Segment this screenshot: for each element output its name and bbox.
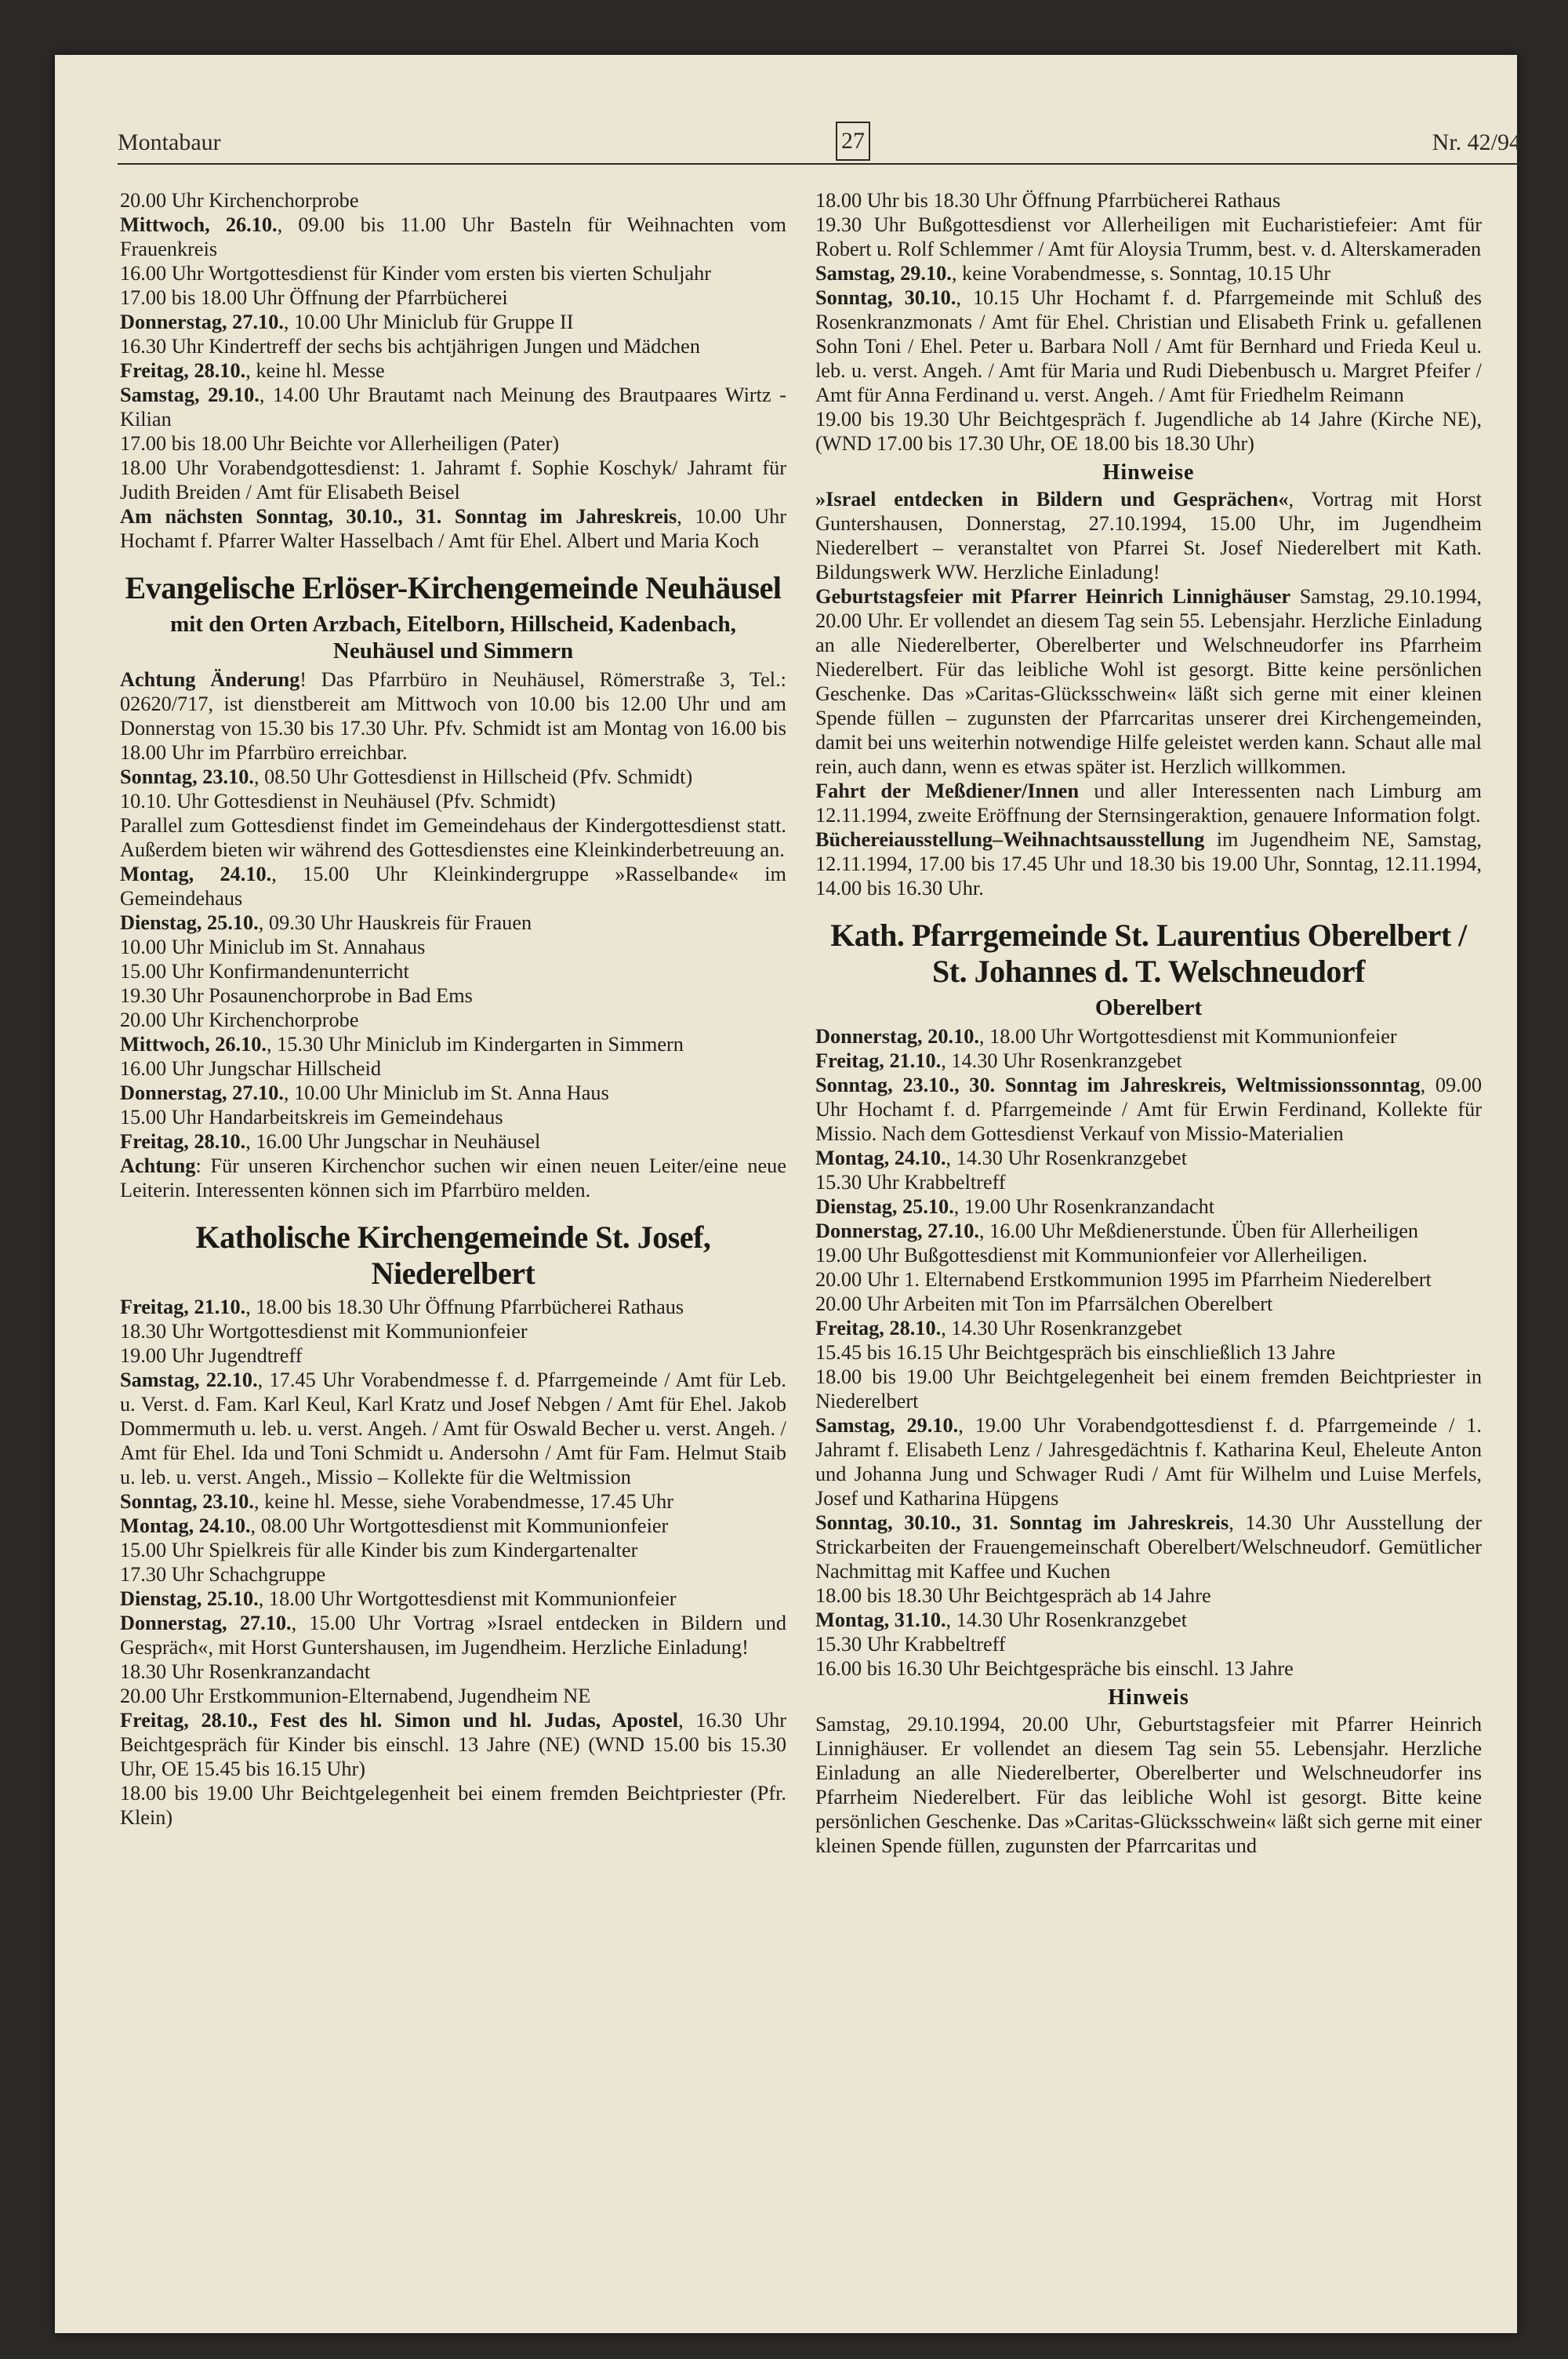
entry bbox=[120, 1008, 786, 1032]
entry-text: , 10.00 Uhr Miniclub im St. Anna Haus bbox=[283, 1081, 609, 1104]
entry-text: 15.00 Uhr Spielkreis für alle Kinder bis zum Kindergartenalter bbox=[120, 1539, 638, 1561]
entry bbox=[815, 407, 1482, 456]
entry bbox=[120, 1081, 786, 1105]
entry-text: 16.00 Uhr Wortgottesdienst für Kinder vom ersten bis vierten Schuljahr bbox=[120, 262, 712, 285]
entry bbox=[120, 188, 786, 213]
entry-text: 19.00 Uhr Jugendtreff bbox=[120, 1344, 303, 1367]
entry-text: 20.00 Uhr 1. Elternabend Erstkommunion 1995 im Pfarrheim Niederelbert bbox=[815, 1268, 1432, 1291]
entry bbox=[120, 1489, 786, 1514]
entry bbox=[815, 261, 1482, 285]
entry-text: , 18.00 Uhr Wortgottesdienst mit Kommunionfeier bbox=[978, 1025, 1397, 1048]
entry-date: Montag, 24.10. bbox=[120, 863, 272, 885]
entry bbox=[815, 1712, 1482, 1858]
entry bbox=[815, 213, 1482, 261]
entry-text: , keine hl. Messe bbox=[245, 359, 385, 382]
entry-text: , 14.30 Uhr Rosenkranzgebet bbox=[941, 1317, 1182, 1339]
entry bbox=[120, 431, 786, 456]
entry bbox=[120, 1105, 786, 1129]
entry bbox=[120, 935, 786, 959]
entry-date: Freitag, 28.10. bbox=[815, 1317, 942, 1339]
entry-text: ! Das Pfarrbüro in Neuhäusel, Römerstraße 3, Tel.: 02620/717, ist dienstbereit am Mittwoch von 10.00 bis 12.00 Uhr und am Donnerstag von 15.30 bis 17.30 Uhr. Pfv. Schmidt ist am Montag von 16.00 bis 18.00 Uhr im Pfarrbüro erreichbar. bbox=[120, 668, 786, 764]
entry bbox=[120, 1368, 786, 1489]
entry-text: 17.00 bis 18.00 Uhr Beichte vor Allerheiligen (Pater) bbox=[120, 432, 560, 455]
entry-list bbox=[815, 1712, 1482, 1858]
entry bbox=[120, 213, 786, 261]
page-number: 27 bbox=[836, 122, 870, 161]
entry bbox=[120, 667, 786, 765]
entry bbox=[815, 1583, 1482, 1608]
entry-date: Geburtstagsfeier mit Pfarrer Heinrich Linnighäuser bbox=[815, 585, 1291, 608]
entry bbox=[815, 487, 1482, 584]
entry bbox=[815, 1608, 1482, 1632]
entry bbox=[120, 789, 786, 813]
entry bbox=[120, 1154, 786, 1202]
entry-text: 16.00 Uhr Jungschar Hillscheid bbox=[120, 1057, 382, 1080]
entry-text: 16.30 Uhr Kindertreff der sechs bis achtjährigen Jungen und Mädchen bbox=[120, 335, 700, 358]
entry bbox=[815, 1073, 1482, 1146]
entry-date: Samstag, 29.10. bbox=[815, 1414, 959, 1437]
entry-date: Donnerstag, 27.10. bbox=[120, 311, 284, 333]
entry bbox=[120, 1295, 786, 1319]
entry bbox=[120, 1708, 786, 1781]
entry-text: , 14.30 Uhr Rosenkranzgebet bbox=[941, 1049, 1182, 1072]
entry-date: Donnerstag, 20.10. bbox=[815, 1025, 979, 1048]
entry-text: 20.00 Uhr Kirchenchorprobe bbox=[120, 189, 359, 212]
entry-date: Am nächsten Sonntag, 30.10., 31. Sonntag im Jahreskreis bbox=[120, 505, 677, 528]
entry-text: 10.10. Uhr Gottesdienst in Neuhäusel (Pfv. Schmidt) bbox=[120, 790, 556, 812]
entry-text: 16.00 bis 16.30 Uhr Beichtgespräche bis einschl. 13 Jahre bbox=[815, 1657, 1294, 1680]
entry-date: Freitag, 21.10. bbox=[815, 1049, 942, 1072]
entry-text: 15.30 Uhr Krabbeltreff bbox=[815, 1171, 1006, 1194]
issue-number: Nr. 42/94 bbox=[1432, 129, 1521, 155]
page-header bbox=[118, 94, 1537, 182]
entry-text: 19.00 bis 19.30 Uhr Beichtgespräch f. Jugendliche ab 14 Jahre (Kirche NE), (WND 17.00 bis 17.30 Uhr, OE 18.00 bis 18.30 Uhr) bbox=[815, 408, 1482, 455]
entry-list bbox=[120, 1295, 786, 1830]
entry-date: Fahrt der Meßdiener/Innen bbox=[815, 780, 1080, 802]
entry bbox=[815, 1632, 1482, 1656]
entry-text: , keine Vorabendmesse, s. Sonntag, 10.15 Uhr bbox=[951, 262, 1331, 285]
entry-date: Sonntag, 30.10., 31. Sonntag im Jahreskreis bbox=[815, 1511, 1229, 1534]
entry bbox=[120, 1781, 786, 1830]
entry-text: und aller Interessenten nach Limburg am 12.11.1994, zweite Eröffnung der Sternsingeraktion, genauere Information folgt. bbox=[815, 780, 1482, 827]
entry bbox=[120, 983, 786, 1008]
entry-date: Samstag, 22.10. bbox=[120, 1369, 258, 1391]
entry-date: Dienstag, 25.10. bbox=[120, 911, 259, 934]
entry bbox=[815, 779, 1482, 827]
entry-date: Dienstag, 25.10. bbox=[120, 1587, 259, 1610]
entry-date: Montag, 24.10. bbox=[815, 1147, 946, 1169]
entry-text: , 09.00 bis 11.00 Uhr Basteln für Weihnachten vom Frauenkreis bbox=[120, 213, 786, 260]
entry-text: , 15.00 Uhr Vortrag »Israel entdecken in Bildern und Gespräch«, mit Horst Guntershausen, im Jugendheim. Herzliche Einladung! bbox=[120, 1612, 786, 1659]
entry-text: : Für unseren Kirchenchor suchen wir einen neuen Leiter/eine neue Leiterin. Interessenten können sich im Pfarrbüro melden. bbox=[120, 1154, 786, 1201]
entry bbox=[815, 285, 1482, 407]
entry-text: , 17.45 Uhr Vorabendmesse f. d. Pfarrgemeinde / Amt für Leb. u. Verst. d. Fam. Karl Keul, Karl Kratz und Josef Nebgen / Amt für Ehel. Jakob Dommermuth u. leb. u. verst. Angeh. / Amt für Oswald Becher u. verst. Angeh. / Amt für Ehel. Ida und Toni Schmidt u. Andersohn / Amt für Fam. Helmut Staib u. leb. u. verst. Angeh., Missio – Kollekte für die Weltmission bbox=[120, 1369, 786, 1488]
entry-text: , 08.00 Uhr Wortgottesdienst mit Kommunionfeier bbox=[250, 1514, 669, 1537]
entry-text: 18.00 Uhr Vorabendgottesdienst: 1. Jahramt f. Sophie Koschyk/ Jahramt für Judith Breiden / Amt für Elisabeth Beisel bbox=[120, 456, 786, 503]
entry-text: 19.30 Uhr Posaunenchorprobe in Bad Ems bbox=[120, 984, 473, 1007]
entry-text: Samstag, 29.10.1994, 20.00 Uhr. Er vollendet an diesem Tag sein 55. Lebensjahr. Herzliche Einladung an alle Niederelberter, Oberelberter und Welschneudorfer ins Pfarrheim Niederelbert. Für das leibliche Wohl ist gesorgt. Bitte keine persönlichen Geschenke. Das »Caritas-Glücksschwein« läßt sich gerne mit einer kleinen Spende füllen – zugunsten der Pfarrcaritas unserer drei Kirchengemeinden, damit bei uns weiterhin notwendige Hilfe geleistet werden kann. Schaut alle mal rein, auch dann, wenn es etwas später ist. Herzlich willkommen. bbox=[815, 585, 1482, 778]
entry-text: , 14.30 Uhr Rosenkranzgebet bbox=[946, 1147, 1187, 1169]
entry-text: , 14.00 Uhr Brautamt nach Meinung des Brautpaares Wirtz - Kilian bbox=[120, 383, 786, 431]
section-title: Kath. Pfarrgemeinde St. Laurentius Oberelbert / St. Johannes d. T. Welschneudorf bbox=[830, 918, 1467, 989]
entry-text: , 10.00 Uhr Miniclub für Gruppe II bbox=[283, 311, 574, 333]
entry-date: Büchereiausstellung–Weihnachtsausstellung bbox=[815, 828, 1205, 851]
notice-heading: Hinweise bbox=[1102, 460, 1195, 485]
entry-text: 20.00 Uhr Arbeiten mit Ton im Pfarrsälchen Oberelbert bbox=[815, 1292, 1273, 1315]
entry bbox=[815, 1024, 1482, 1049]
entry bbox=[120, 1319, 786, 1343]
entry bbox=[815, 1146, 1482, 1170]
entry bbox=[815, 1219, 1482, 1243]
entry-text: 19.00 Uhr Bußgottesdienst mit Kommunionfeier vor Allerheiligen. bbox=[815, 1244, 1368, 1267]
entry bbox=[120, 1684, 786, 1708]
place-name: Montabaur bbox=[118, 129, 221, 155]
entry-text: , 16.00 Uhr Meßdienerstunde. Üben für Allerheiligen bbox=[978, 1219, 1419, 1242]
entry-text: , 19.00 Uhr Vorabendgottesdienst f. d. Pfarrgemeinde / 1. Jahramt f. Elisabeth Lenz / Jahresgedächtnis f. Katharina Keul, Eheleute Anton und Johanna Jung und Schwager Rudi / Amt für Wilhelm und Luise Merfels, Josef und Katharina Hüpgens bbox=[815, 1414, 1482, 1510]
entry-date: Freitag, 28.10., Fest des hl. Simon und hl. Judas, Apostel bbox=[120, 1709, 679, 1732]
section-title: Evangelische Erlöser-Kirchengemeinde Neuhäusel bbox=[125, 570, 782, 605]
entry bbox=[815, 1292, 1482, 1316]
entry-list bbox=[120, 188, 786, 553]
entry-date: Mittwoch, 26.10. bbox=[120, 1033, 267, 1056]
entry bbox=[120, 504, 786, 553]
entry bbox=[815, 1656, 1482, 1681]
entry-date: Samstag, 29.10. bbox=[815, 262, 952, 285]
entry bbox=[120, 1129, 786, 1154]
entry-text: , 18.00 bis 18.30 Uhr Öffnung Pfarrbücherei Rathaus bbox=[245, 1296, 684, 1318]
entry-text: Samstag, 29.10.1994, 20.00 Uhr, Geburtstagsfeier mit Pfarrer Heinrich Linnighäuser. Er vollendet an diesem Tag sein 55. Lebensjahr. Herzliche Einladung an alle Niederelberter, Oberelberter und Welschneudorfer ins Pfarrheim Niederelbert. Für das leibliche Wohl ist gesorgt. Bitte keine persönlichen Geschenke. Das »Caritas-Glücksschwein« läßt sich gerne mit einer kleinen Spende füllen, zugunsten der Pfarrcaritas und bbox=[815, 1713, 1482, 1857]
entry-text: , 15.00 Uhr Kleinkindergruppe »Rasselbande« im Gemeindehaus bbox=[120, 863, 786, 910]
entry-text: 18.00 bis 19.00 Uhr Beichtgelegenheit bei einem fremden Beichtpriester (Pfr. Klein) bbox=[120, 1782, 786, 1829]
entry-text: im Jugendheim NE, Samstag, 12.11.1994, 17.00 bis 17.45 Uhr und 18.30 bis 19.00 Uhr, Sonntag, 12.11.1994, 14.00 bis 16.30 Uhr. bbox=[815, 828, 1482, 900]
entry-date: »Israel entdecken in Bildern und Gesprächen« bbox=[815, 488, 1289, 511]
entry-text: , 09.30 Uhr Hauskreis für Frauen bbox=[258, 911, 532, 934]
entry-date: Montag, 31.10. bbox=[815, 1608, 946, 1631]
entry bbox=[120, 1659, 786, 1684]
entry bbox=[815, 1243, 1482, 1267]
entry bbox=[120, 285, 786, 310]
entry-date: Donnerstag, 27.10. bbox=[120, 1081, 284, 1104]
entry bbox=[120, 334, 786, 358]
entry bbox=[815, 1049, 1482, 1073]
entry bbox=[815, 1365, 1482, 1413]
entry bbox=[120, 911, 786, 935]
entry bbox=[815, 1340, 1482, 1365]
entry bbox=[815, 1316, 1482, 1340]
entry bbox=[120, 456, 786, 504]
entry-date: Montag, 24.10. bbox=[120, 1514, 251, 1537]
entry-text: 10.00 Uhr Miniclub im St. Annahaus bbox=[120, 936, 426, 958]
newspaper-page bbox=[55, 55, 1521, 2333]
entry bbox=[120, 765, 786, 789]
entry bbox=[120, 959, 786, 983]
entry-text: 19.30 Uhr Bußgottesdienst vor Allerheiligen mit Eucharistiefeier: Amt für Robert u. Rolf Schlemmer / Amt für Aloysia Trumm, best. v. d. Alterskameraden bbox=[815, 213, 1482, 260]
entry-date: Achtung Änderung bbox=[120, 668, 300, 691]
entry bbox=[815, 584, 1482, 779]
entry-text: , 09.00 Uhr Hochamt f. d. Pfarrgemeinde / Amt für Erwin Ferdinand, Kollekte für Missio. Nach dem Gottesdienst Verkauf von Missio-Materialien bbox=[815, 1074, 1482, 1145]
entry-text: , keine hl. Messe, siehe Vorabendmesse, 17.45 Uhr bbox=[253, 1490, 674, 1513]
section-subtitle: mit den Orten Arzbach, Eitelborn, Hillscheid, Kadenbach, Neuhäusel und Simmern bbox=[170, 612, 736, 663]
entry-text: 20.00 Uhr Kirchenchorprobe bbox=[120, 1009, 359, 1031]
entry-date: Samstag, 29.10. bbox=[120, 383, 260, 406]
entry bbox=[120, 1611, 786, 1659]
entry-date: Achtung bbox=[120, 1154, 196, 1177]
entry bbox=[815, 1194, 1482, 1219]
entry bbox=[120, 1587, 786, 1611]
entry-list bbox=[120, 667, 786, 1202]
entry-text: , 19.00 Uhr Rosenkranzandacht bbox=[953, 1195, 1215, 1218]
entry bbox=[120, 862, 786, 911]
entry-date: Donnerstag, 27.10. bbox=[815, 1219, 979, 1242]
entry-text: 20.00 Uhr Erstkommunion-Elternabend, Jugendheim NE bbox=[120, 1685, 591, 1707]
entry-text: , 16.00 Uhr Jungschar in Neuhäusel bbox=[245, 1130, 541, 1153]
entry-date: Dienstag, 25.10. bbox=[815, 1195, 954, 1218]
entry-text: 15.00 Uhr Handarbeitskreis im Gemeindehaus bbox=[120, 1106, 503, 1129]
entry-text: , 14.30 Uhr Rosenkranzgebet bbox=[946, 1608, 1187, 1631]
entry bbox=[815, 1510, 1482, 1583]
entry bbox=[815, 1170, 1482, 1194]
entry-text: , 18.00 Uhr Wortgottesdienst mit Kommunionfeier bbox=[258, 1587, 677, 1610]
entry bbox=[120, 1514, 786, 1538]
entry-list bbox=[815, 1024, 1482, 1681]
entry-text: 18.00 Uhr bis 18.30 Uhr Öffnung Pfarrbücherei Rathaus bbox=[815, 189, 1281, 212]
notice-heading: Hinweis bbox=[1108, 1685, 1189, 1710]
entry-text: , 10.15 Uhr Hochamt f. d. Pfarrgemeinde mit Schluß des Rosenkranzmonats / Amt für Ehel. Christian und Elisabeth Frink u. gefallenen Sohn Toni / Ehel. Peter u. Barbara Noll / Amt für Bernhard und Frieda Keul u. leb. u. verst. Angeh. / Amt für Maria und Rudi Diebenbusch u. Margret Pfeifer / Amt für Anna Ferdinand u. verst. Angeh. / Amt für Friedhelm Reimann bbox=[815, 286, 1482, 406]
entry-date: Mittwoch, 26.10. bbox=[120, 213, 278, 236]
entry bbox=[120, 310, 786, 334]
entry bbox=[120, 358, 786, 383]
entry-text: 18.30 Uhr Rosenkranzandacht bbox=[120, 1660, 371, 1683]
entry-text: 18.00 bis 19.00 Uhr Beichtgelegenheit bei einem fremden Beichtpriester in Niederelbert bbox=[815, 1365, 1482, 1412]
entry-text: 15.30 Uhr Krabbeltreff bbox=[815, 1633, 1006, 1656]
entry-text: , Vortrag mit Horst Guntershausen, Donnerstag, 27.10.1994, 15.00 Uhr, im Jugendheim Niederelbert – veranstaltet von Pfarrei St. Josef Niederelbert mit Kath. Bildungswerk WW. Herzliche Einladung! bbox=[815, 488, 1482, 583]
entry-text: 18.30 Uhr Wortgottesdienst mit Kommunionfeier bbox=[120, 1320, 528, 1343]
entry bbox=[120, 1343, 786, 1368]
entry bbox=[815, 827, 1482, 900]
section-subtitle: Oberelbert bbox=[1094, 995, 1203, 1020]
entry-text: , 16.30 Uhr Beichtgespräch für Kinder bis einschl. 13 Jahre (NE) (WND 15.00 bis 15.30 Uhr, OE 15.45 bis 16.15 Uhr) bbox=[120, 1709, 786, 1780]
entry-text: , 10.00 Uhr Hochamt f. Pfarrer Walter Hasselbach / Amt für Ehel. Albert und Maria Koch bbox=[120, 505, 786, 552]
entry-text: 18.00 bis 18.30 Uhr Beichtgespräch ab 14 Jahre bbox=[815, 1584, 1211, 1607]
entry bbox=[815, 1413, 1482, 1510]
section-title: Katholische Kirchengemeinde St. Josef, Niederelbert bbox=[195, 1219, 711, 1291]
entry-date: Sonntag, 30.10. bbox=[815, 286, 956, 309]
entry bbox=[120, 1056, 786, 1081]
entry bbox=[120, 813, 786, 862]
entry-date: Sonntag, 23.10. bbox=[120, 1490, 254, 1513]
entry bbox=[120, 383, 786, 431]
entry-list bbox=[815, 487, 1482, 900]
entry bbox=[120, 1562, 786, 1587]
entry bbox=[120, 261, 786, 285]
entry-date: Donnerstag, 27.10. bbox=[120, 1612, 292, 1634]
entry-list bbox=[815, 188, 1482, 456]
left-column bbox=[120, 188, 786, 2259]
entry-date: Freitag, 28.10. bbox=[120, 1130, 246, 1153]
entry-text: , 08.50 Uhr Gottesdienst in Hillscheid (Pfv. Schmidt) bbox=[253, 765, 693, 788]
entry bbox=[120, 1032, 786, 1056]
header-rule bbox=[118, 163, 1537, 165]
entry bbox=[815, 1267, 1482, 1292]
entry-text: 15.00 Uhr Konfirmandenunterricht bbox=[120, 960, 409, 983]
entry-text: Parallel zum Gottesdienst findet im Gemeindehaus der Kindergottesdienst statt. Außerdem bieten wir während des Gottesdienstes eine Kleinkinderbetreuung an. bbox=[120, 814, 786, 861]
entry bbox=[815, 188, 1482, 213]
entry-text: 17.00 bis 18.00 Uhr Öffnung der Pfarrbücherei bbox=[120, 286, 508, 309]
right-column bbox=[815, 188, 1482, 2259]
entry-date: Freitag, 21.10. bbox=[120, 1296, 246, 1318]
entry-text: , 15.30 Uhr Miniclub im Kindergarten in Simmern bbox=[266, 1033, 684, 1056]
entry-text: 17.30 Uhr Schachgruppe bbox=[120, 1563, 326, 1586]
entry bbox=[120, 1538, 786, 1562]
entry-date: Freitag, 28.10. bbox=[120, 359, 246, 382]
entry-text: 15.45 bis 16.15 Uhr Beichtgespräch bis einschließlich 13 Jahre bbox=[815, 1341, 1336, 1364]
entry-date: Sonntag, 23.10., 30. Sonntag im Jahreskreis, Weltmissionssonntag bbox=[815, 1074, 1421, 1096]
entry-text: , 14.30 Uhr Ausstellung der Strickarbeiten der Frauengemeinschaft Oberelbert/Welschneudorf. Gemütlicher Nachmittag mit Kaffee und Kuchen bbox=[815, 1511, 1482, 1583]
entry-date: Sonntag, 23.10. bbox=[120, 765, 254, 788]
